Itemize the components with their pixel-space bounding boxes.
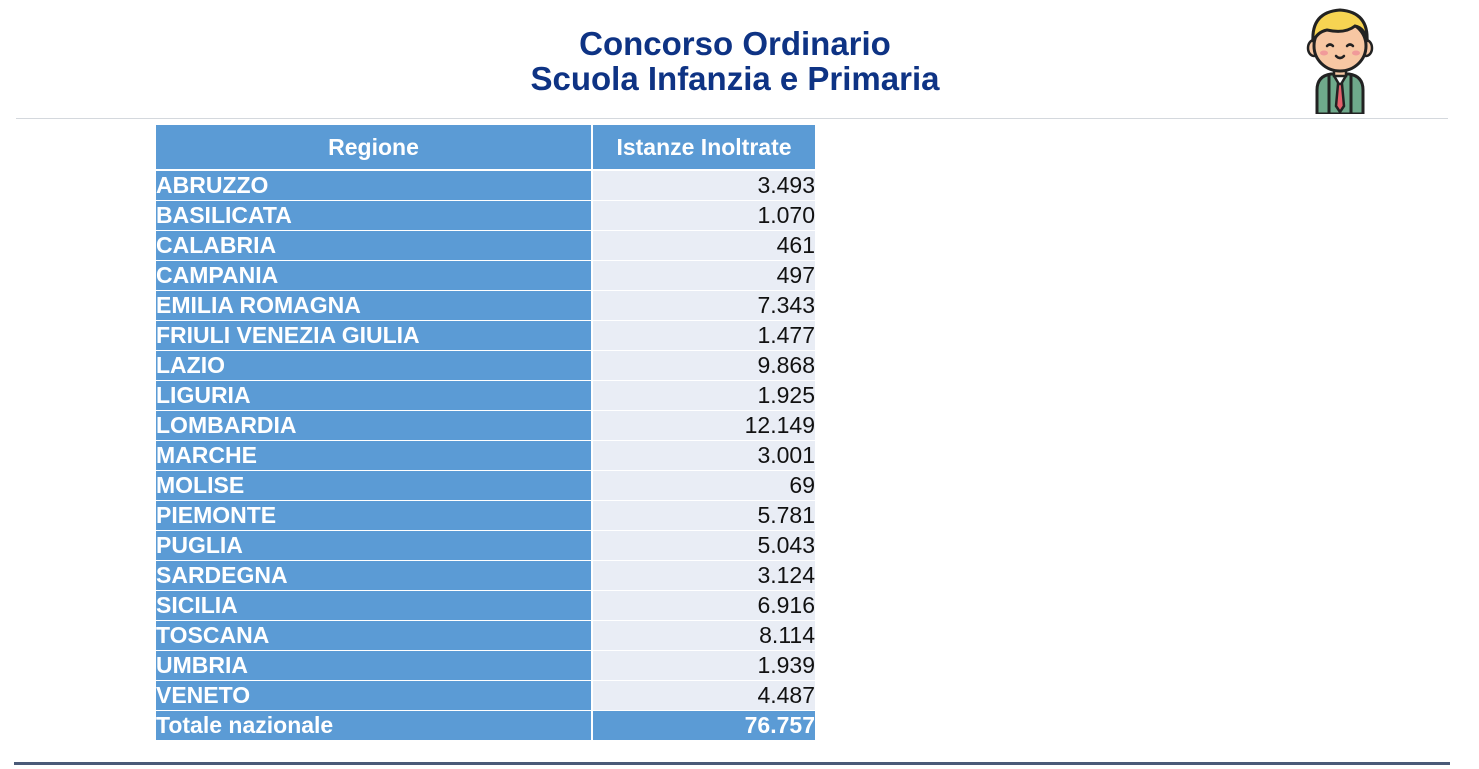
bottom-divider	[14, 762, 1450, 765]
value-cell: 497	[592, 261, 815, 291]
value-cell: 5.781	[592, 501, 815, 531]
value-cell: 1.477	[592, 321, 815, 351]
total-value: 76.757	[592, 711, 815, 741]
table-row	[156, 591, 815, 621]
value-cell: 7.343	[592, 291, 815, 321]
table-header-row	[156, 125, 815, 170]
value-cell: 5.043	[592, 531, 815, 561]
value-cell: 1.939	[592, 651, 815, 681]
title-line-1: Concorso Ordinario	[579, 25, 891, 62]
region-cell: MARCHE	[156, 441, 592, 471]
total-row	[156, 711, 815, 741]
region-cell: UMBRIA	[156, 651, 592, 681]
value-cell: 12.149	[592, 411, 815, 441]
table-row	[156, 201, 815, 231]
region-cell: PIEMONTE	[156, 501, 592, 531]
table-row	[156, 441, 815, 471]
top-divider	[16, 118, 1448, 119]
region-cell: EMILIA ROMAGNA	[156, 291, 592, 321]
table-row	[156, 651, 815, 681]
table-row	[156, 381, 815, 411]
table-row	[156, 561, 815, 591]
region-cell: CALABRIA	[156, 231, 592, 261]
region-cell: SARDEGNA	[156, 561, 592, 591]
region-cell: FRIULI VENEZIA GIULIA	[156, 321, 592, 351]
value-cell: 1.925	[592, 381, 815, 411]
region-cell: LAZIO	[156, 351, 592, 381]
page-title	[0, 26, 1470, 96]
table-row	[156, 411, 815, 441]
table-row	[156, 351, 815, 381]
total-label: Totale nazionale	[156, 711, 592, 741]
value-cell: 3.124	[592, 561, 815, 591]
value-cell: 69	[592, 471, 815, 501]
table-row	[156, 231, 815, 261]
value-cell: 461	[592, 231, 815, 261]
region-cell: CAMPANIA	[156, 261, 592, 291]
title-line-2: Scuola Infanzia e Primaria	[530, 60, 940, 97]
region-cell: PUGLIA	[156, 531, 592, 561]
table-row	[156, 170, 815, 201]
value-cell: 3.493	[592, 170, 815, 201]
value-cell: 6.916	[592, 591, 815, 621]
value-cell: 4.487	[592, 681, 815, 711]
column-header-istanze: Istanze Inoltrate	[592, 125, 815, 170]
table-row	[156, 621, 815, 651]
table-row	[156, 531, 815, 561]
table-row	[156, 681, 815, 711]
table-row	[156, 471, 815, 501]
region-cell: MOLISE	[156, 471, 592, 501]
value-cell: 3.001	[592, 441, 815, 471]
region-cell: BASILICATA	[156, 201, 592, 231]
table-body	[156, 170, 815, 741]
table-row	[156, 261, 815, 291]
region-cell: TOSCANA	[156, 621, 592, 651]
region-cell: LOMBARDIA	[156, 411, 592, 441]
region-cell: ABRUZZO	[156, 170, 592, 201]
value-cell: 9.868	[592, 351, 815, 381]
region-cell: LIGURIA	[156, 381, 592, 411]
table-row	[156, 321, 815, 351]
boy-student-icon	[1305, 6, 1375, 114]
value-cell: 8.114	[592, 621, 815, 651]
table-row	[156, 501, 815, 531]
value-cell: 1.070	[592, 201, 815, 231]
region-cell: SICILIA	[156, 591, 592, 621]
column-header-regione: Regione	[156, 125, 592, 170]
region-cell: VENETO	[156, 681, 592, 711]
regions-table	[156, 125, 815, 741]
table-row	[156, 291, 815, 321]
